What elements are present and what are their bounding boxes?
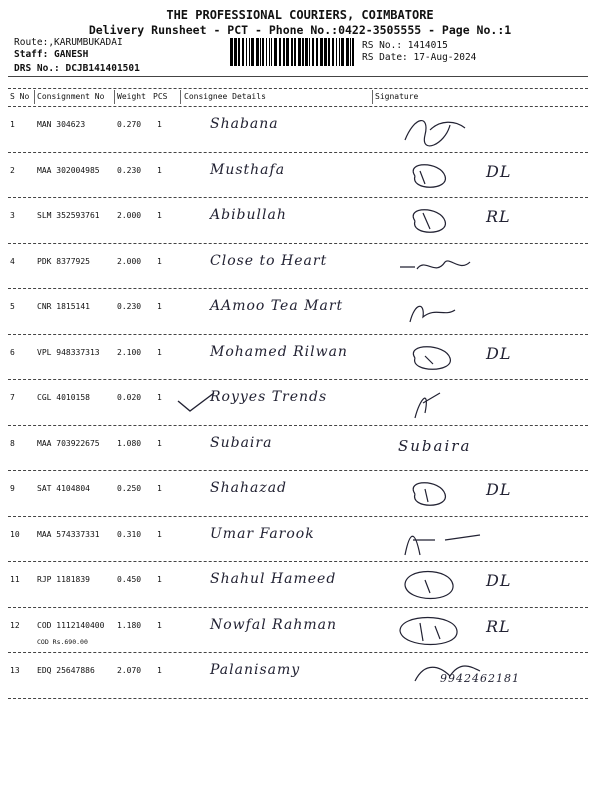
row-weight: 2.000 xyxy=(117,256,142,266)
row-sno: 5 xyxy=(10,302,15,311)
row-cod-amount: COD Rs.690.00 xyxy=(37,637,88,646)
row-separator xyxy=(8,470,588,471)
runsheet-subtitle: Delivery Runsheet - PCT - Phone No.:0422-3505555 - Page No.:1 xyxy=(88,23,512,37)
row-consignee-handwritten: Musthafa xyxy=(210,161,286,178)
row-sno: 1 xyxy=(10,120,15,129)
row-sno: 10 xyxy=(10,529,20,539)
row-separator xyxy=(8,379,588,380)
row-pcs: 1 xyxy=(157,302,162,311)
signature-scribble xyxy=(395,656,485,696)
row-weight: 0.270 xyxy=(117,120,142,129)
signature-scribble xyxy=(395,338,485,378)
row-pcs: 1 xyxy=(157,256,162,266)
col-sep xyxy=(180,90,181,104)
signature-scribble xyxy=(395,201,485,241)
signature-scribble xyxy=(395,247,485,287)
row-sno: 12 xyxy=(10,620,20,630)
row-consignee-handwritten: Abibullah xyxy=(210,207,287,223)
row-consignment: CGL 4010158 xyxy=(37,393,90,402)
row-weight: 2.070 xyxy=(117,666,142,675)
row-sno: 7 xyxy=(10,393,15,402)
row-weight: 1.080 xyxy=(117,438,142,448)
row-consignment: MAA 574337331 xyxy=(37,529,100,539)
signature-scribble xyxy=(395,474,485,514)
col-sep xyxy=(114,90,115,104)
row-signature-note: DL xyxy=(486,161,512,181)
header-top-rule xyxy=(8,76,588,77)
row-consignee-handwritten: Shahul Hameed xyxy=(210,571,337,587)
row-consignment: SAT 4104804 xyxy=(37,484,90,493)
row-pcs: 1 xyxy=(157,666,162,675)
row-sno: 13 xyxy=(10,666,20,675)
row-consignment: SLM 352593761 xyxy=(37,211,100,220)
barcode-image xyxy=(230,38,355,66)
row-pcs: 1 xyxy=(157,438,162,448)
column-header-signature: Signature xyxy=(375,92,419,101)
signature-scribble xyxy=(395,383,485,423)
row-pcs: 1 xyxy=(157,484,162,493)
row-separator xyxy=(8,334,588,335)
row-signature-note: DL xyxy=(486,480,512,499)
row-signature-note: DL xyxy=(486,343,512,363)
row-consignment: MAN 304623 xyxy=(37,120,86,129)
row-consignment: CNR 1815141 xyxy=(37,302,90,311)
column-header-rule xyxy=(8,106,588,107)
column-header-consignee: Consignee Details xyxy=(184,92,266,101)
route-label: Route:,KARUMBUKADAI xyxy=(14,37,123,48)
row-weight: 0.230 xyxy=(117,165,142,175)
row-pcs: 1 xyxy=(157,211,162,220)
signature-scribble xyxy=(395,156,485,196)
row-separator xyxy=(8,243,588,244)
row-consignment: EDQ 25647886 xyxy=(37,666,95,675)
staff-label: Staff: GANESH xyxy=(14,49,89,60)
row-sno: 8 xyxy=(10,438,15,448)
row-consignee-handwritten: Shahazad xyxy=(210,480,288,496)
rs-date: RS Date: 17-Aug-2024 xyxy=(362,52,477,63)
column-header-sno: S No xyxy=(10,92,30,101)
row-pcs: 1 xyxy=(157,620,162,630)
row-consignee-handwritten: Nowfal Rahman xyxy=(210,616,337,633)
row-separator xyxy=(8,607,588,608)
check-mark-icon xyxy=(176,391,216,415)
row-sno: 4 xyxy=(10,256,15,266)
signature-scribble xyxy=(395,520,485,560)
row-weight: 2.100 xyxy=(117,347,142,357)
column-header-pcs: PCS xyxy=(153,92,168,101)
row-consignee-handwritten: Umar Farook xyxy=(210,525,315,542)
row-separator xyxy=(8,516,588,517)
row-signature-note: DL xyxy=(486,571,512,590)
row-consignment: COD 1112140400 xyxy=(37,620,105,630)
row-sno: 11 xyxy=(10,575,20,584)
drs-number: DRS No.: DCJB141401501 xyxy=(14,63,140,74)
row-signature-note: RL xyxy=(486,207,511,226)
runsheet-title: THE PROFESSIONAL COURIERS, COIMBATORE xyxy=(166,8,434,22)
row-sno: 9 xyxy=(10,484,15,493)
rs-number: RS No.: 1414015 xyxy=(362,40,448,51)
row-sno: 3 xyxy=(10,211,15,220)
row-separator xyxy=(8,288,588,289)
row-separator xyxy=(8,425,588,426)
row-weight: 1.180 xyxy=(117,620,142,630)
row-signature-note: Subaira xyxy=(398,436,472,455)
row-consignee-handwritten: Shabana xyxy=(210,116,279,132)
row-weight: 0.020 xyxy=(117,393,142,402)
row-weight: 0.450 xyxy=(117,575,142,584)
row-pcs: 1 xyxy=(157,393,162,402)
column-header-weight: Weight xyxy=(117,92,146,101)
row-separator xyxy=(8,698,588,699)
row-consignee-handwritten: AAmoo Tea Mart xyxy=(210,298,344,314)
row-pcs: 1 xyxy=(157,575,162,584)
row-weight: 2.000 xyxy=(117,211,142,220)
row-separator xyxy=(8,652,588,653)
row-pcs: 1 xyxy=(157,120,162,129)
row-consignee-handwritten: Mohamed Rilwan xyxy=(210,343,348,360)
row-consignee-handwritten: Palanisamy xyxy=(210,662,301,678)
row-sno: 2 xyxy=(10,165,15,175)
signature-scribble xyxy=(395,110,485,150)
row-separator xyxy=(8,197,588,198)
col-sep xyxy=(34,90,35,104)
row-consignee-handwritten: Royyes Trends xyxy=(210,389,328,405)
row-sno: 6 xyxy=(10,347,15,357)
row-consignment: VPL 948337313 xyxy=(37,347,100,357)
row-signature-note: 9942462181 xyxy=(440,672,520,685)
signature-scribble xyxy=(395,565,485,605)
row-weight: 0.230 xyxy=(117,302,142,311)
row-separator xyxy=(8,561,588,562)
row-pcs: 1 xyxy=(157,529,162,539)
col-sep xyxy=(372,90,373,104)
row-consignment: MAA 302004985 xyxy=(37,165,100,175)
row-consignment: PDK 8377925 xyxy=(37,256,90,266)
row-consignee-handwritten: Close to Heart xyxy=(210,252,328,269)
row-pcs: 1 xyxy=(157,347,162,357)
row-consignee-handwritten: Subaira xyxy=(210,434,273,451)
signature-scribble xyxy=(395,292,485,332)
signature-scribble xyxy=(395,611,485,651)
row-weight: 0.310 xyxy=(117,529,142,539)
row-consignment: MAA 703922675 xyxy=(37,438,100,448)
row-pcs: 1 xyxy=(157,165,162,175)
row-signature-note: RL xyxy=(486,616,511,636)
row-separator xyxy=(8,152,588,153)
row-weight: 0.250 xyxy=(117,484,142,493)
row-consignment: RJP 1181839 xyxy=(37,575,90,584)
header-rule xyxy=(8,88,588,89)
column-header-consignment: Consignment No xyxy=(37,92,105,101)
signature-scribble xyxy=(395,429,485,469)
